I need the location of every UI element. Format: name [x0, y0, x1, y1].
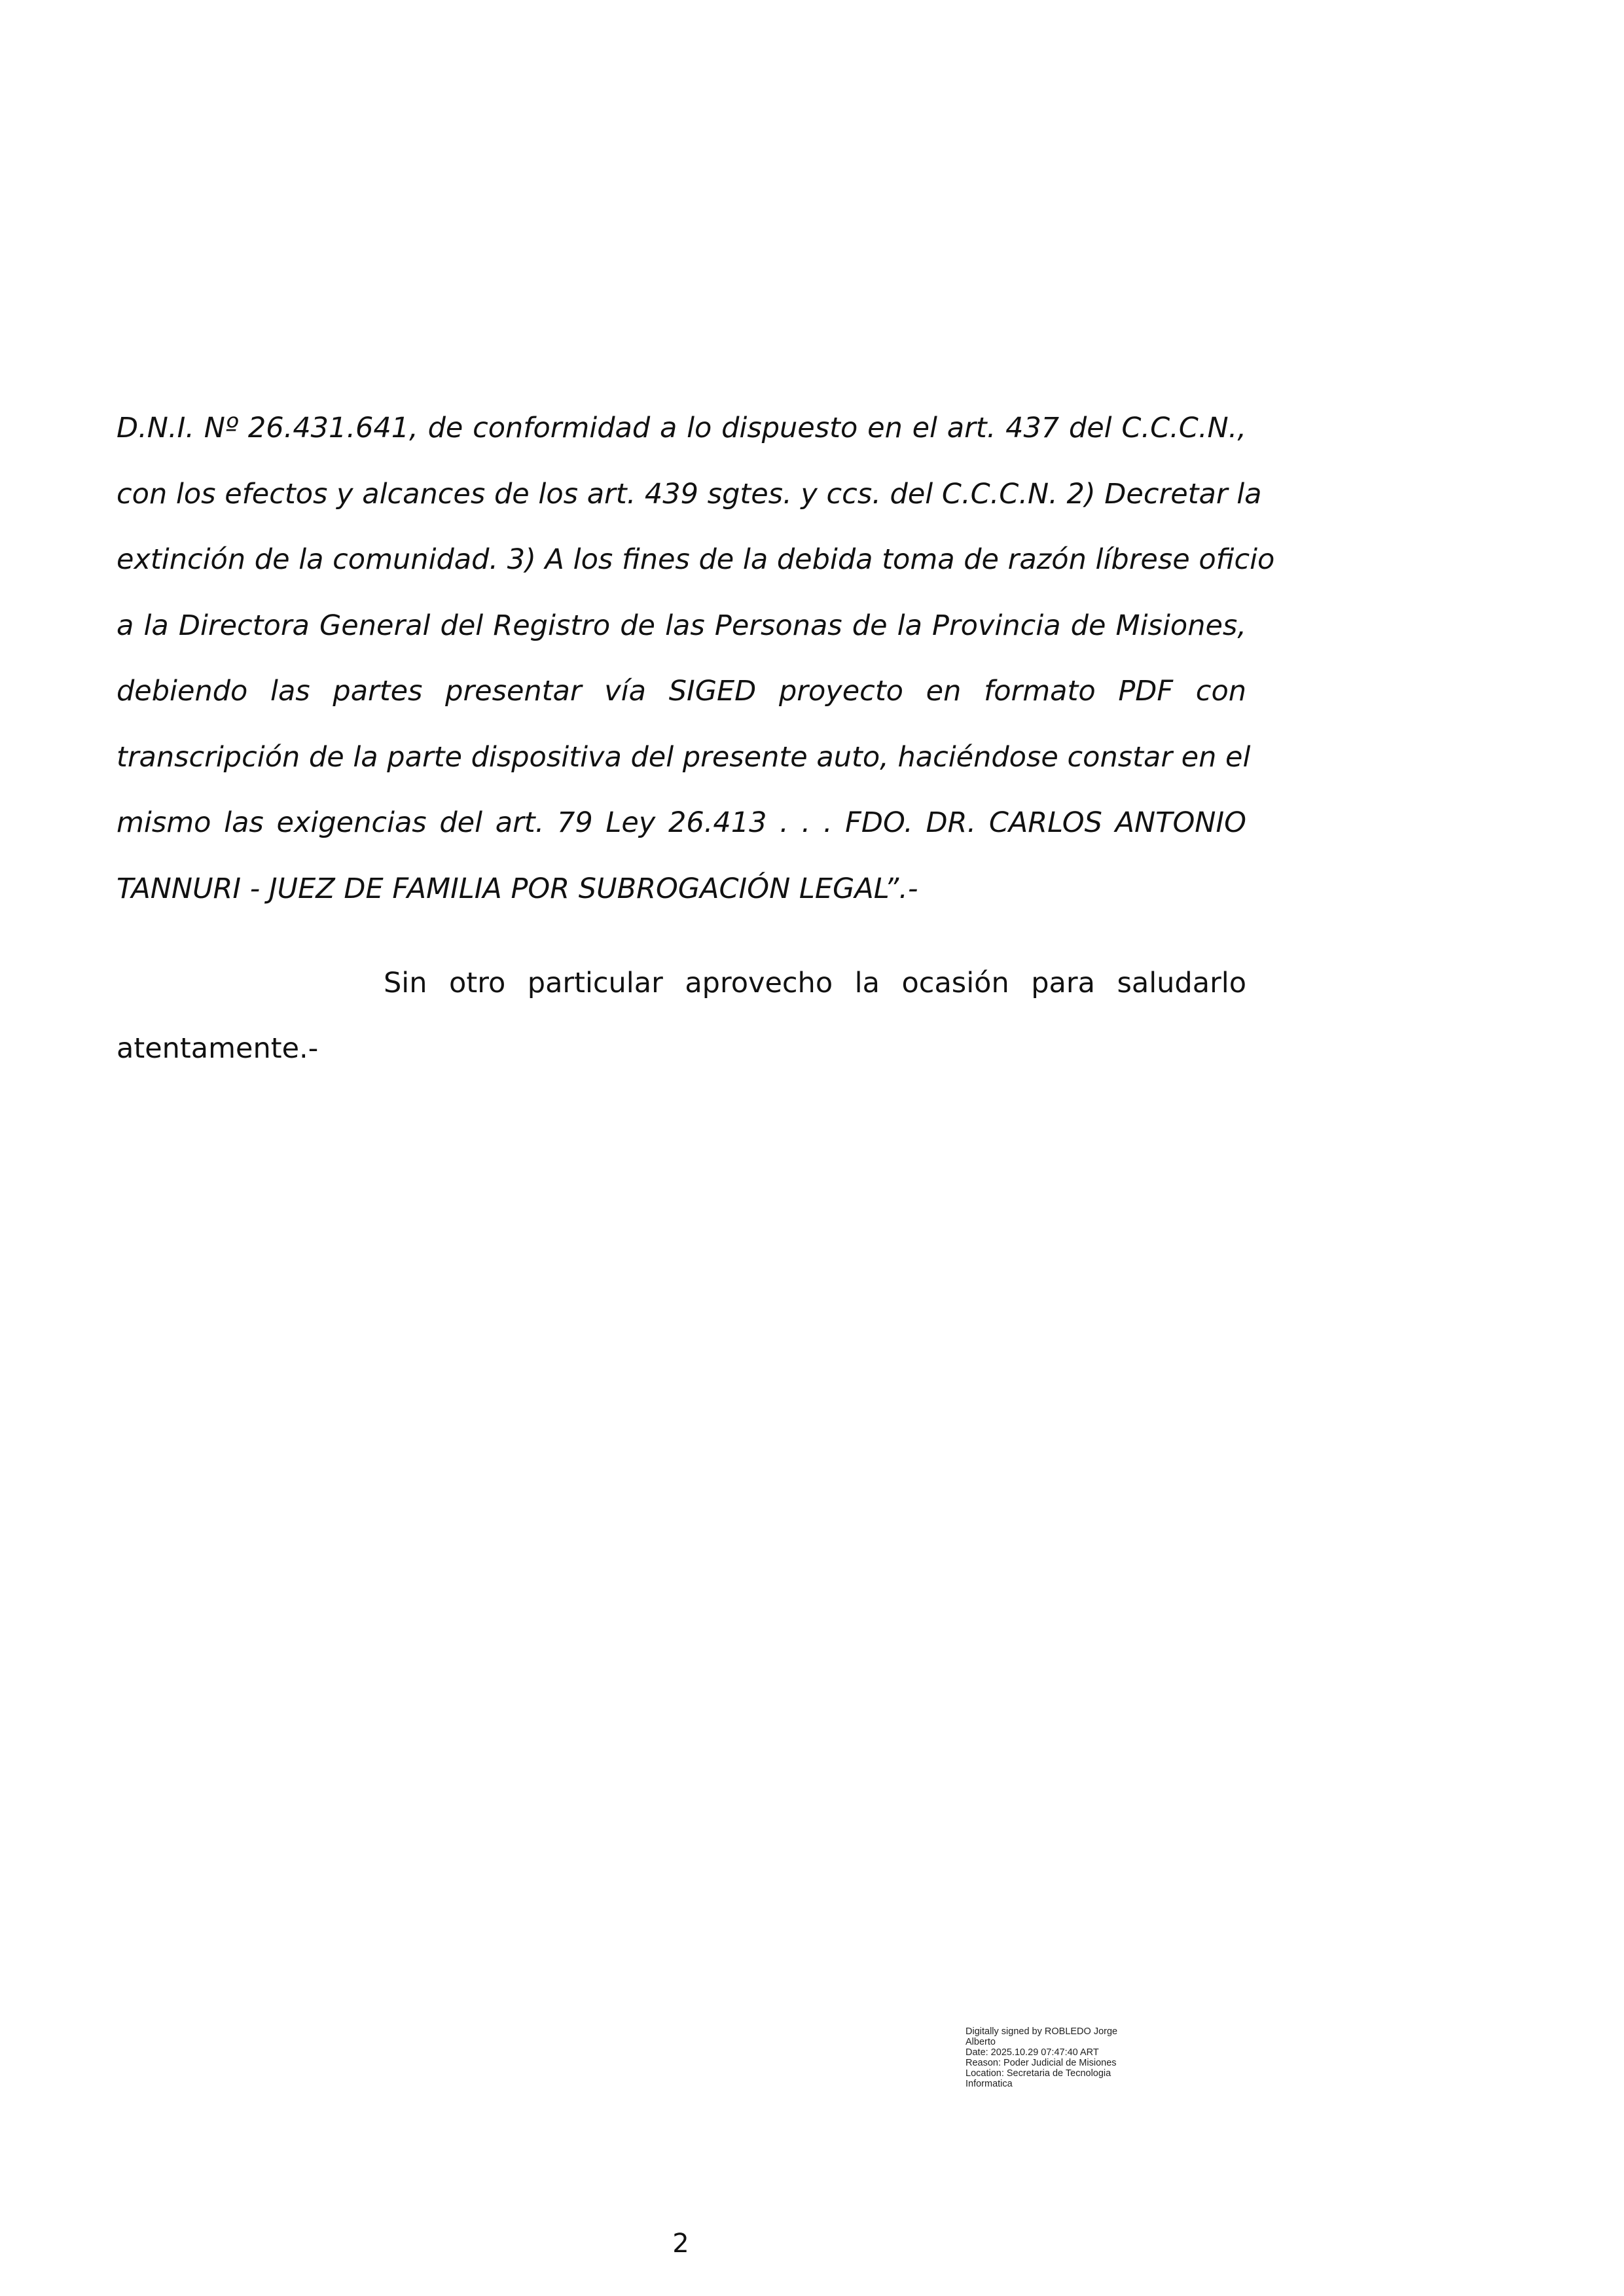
body-line: D.N.I. Nº 26.431.641, de conformidad a lo dispuesto en el art. 437 del C.C.C.N.,	[117, 412, 1246, 444]
body-line: mismo las exigencias del art. 79 Ley 26.413 . . . FDO. DR. CARLOS ANTONIO	[117, 806, 1246, 839]
closing-paragraph	[117, 950, 1246, 1081]
body-line: debiendo las partes presentar vía SIGED proyecto en formato PDF con	[117, 675, 1246, 708]
closing-line: Sin otro particular aprovecho la ocasión para saludarlo	[384, 967, 1246, 999]
body-line: transcripción de la parte dispositiva del presente auto, haciéndose constar en el	[117, 740, 1251, 774]
body-line: TANNURI - JUEZ DE FAMILIA POR SUBROGACIÓN LEGAL”.-	[117, 872, 918, 905]
body-line: extinción de la comunidad. 3) A los fines de la debida toma de razón líbrese oficio	[117, 543, 1275, 576]
signature-line: Alberto	[965, 2037, 996, 2047]
signature-line: Informatica	[965, 2079, 1013, 2089]
page-number: 2	[672, 2229, 689, 2259]
signature-line: Digitally signed by ROBLEDO Jorge	[965, 2026, 1118, 2037]
signature-line: Location: Secretaria de Tecnologia	[965, 2068, 1111, 2079]
closing-line: atentamente.-	[117, 1032, 319, 1065]
resolution-text	[117, 395, 1275, 922]
digital-signature-block	[965, 2026, 1175, 2089]
body-line: a la Directora General del Registro de las Personas de la Provincia de Misiones,	[117, 609, 1246, 642]
signature-line: Date: 2025.10.29 07:47:40 ART	[965, 2047, 1099, 2058]
signature-line: Reason: Poder Judicial de Misiones	[965, 2058, 1117, 2068]
body-line: con los efectos y alcances de los art. 439 sgtes. y ccs. del C.C.C.N. 2) Decretar la	[117, 477, 1262, 511]
